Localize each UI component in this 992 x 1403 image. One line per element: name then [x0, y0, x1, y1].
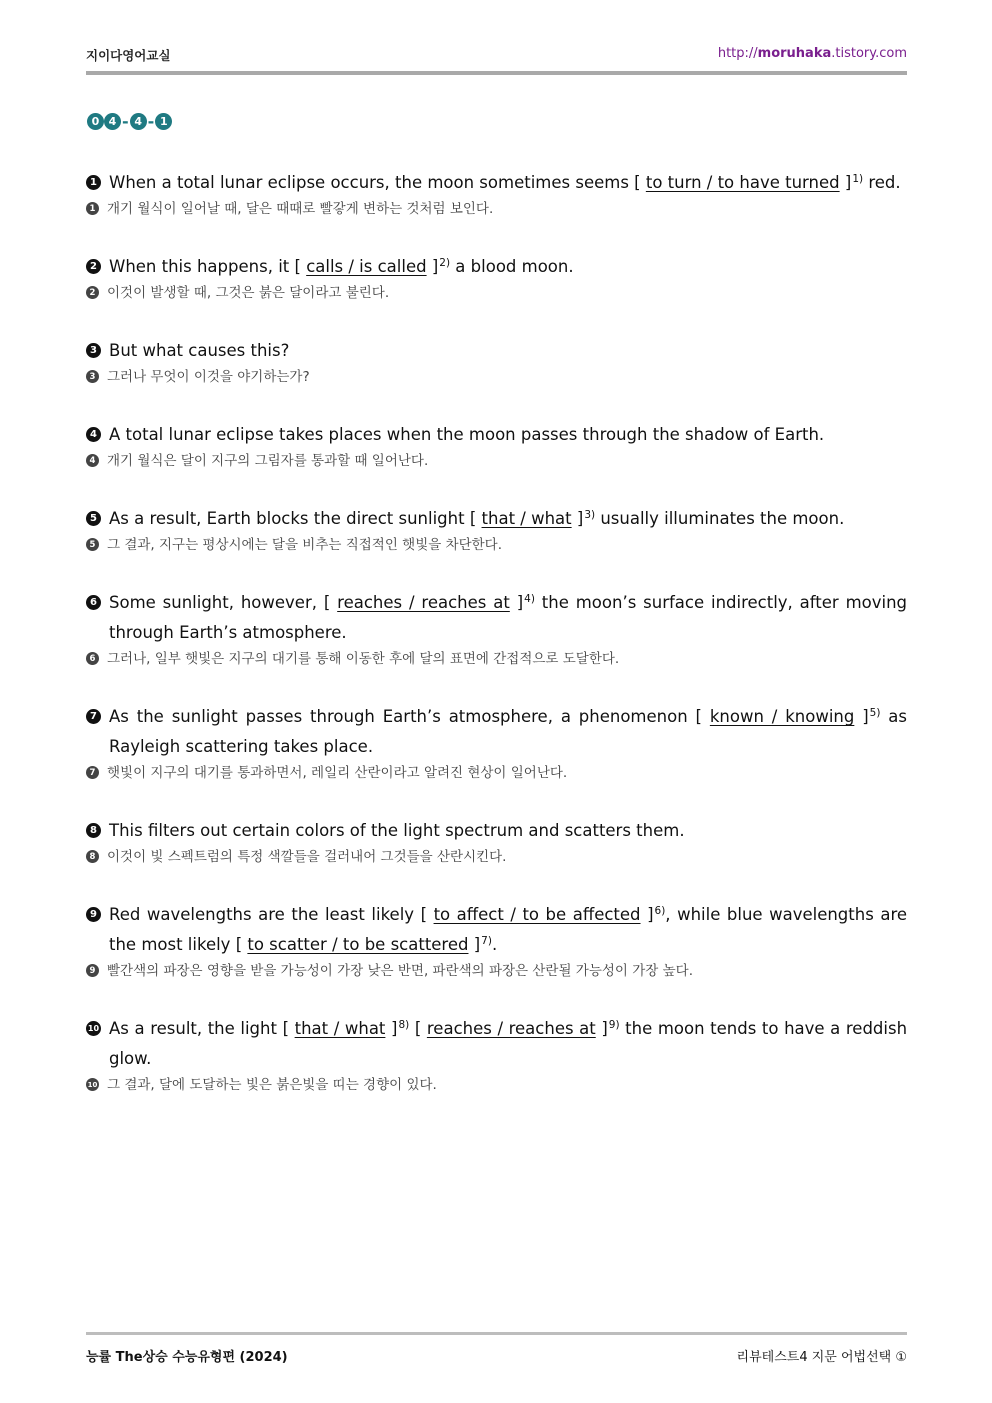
english-sentence: 7 As the sunlight passes through Earth’s atmosphere, a phenomenon [ known / knowing ]$^{5)}$ as Rayleigh scattering takes place.: [86, 702, 907, 762]
code-badge: 0: [87, 113, 104, 130]
english-sentence: 1 When a total lunar eclipse occurs, the moon sometimes seems [ to turn / to have turned ]$^{1)}$ red.: [86, 168, 907, 198]
korean-translation: 9 빨간색의 파장은 영향을 받을 가능성이 가장 낮은 반면, 파란색의 파장은 산란될 가능성이 가장 높다.: [86, 961, 907, 981]
english-sentence: 5 As a result, Earth blocks the direct sunlight [ that / what ]$^{3)}$ usually illuminates the moon.: [86, 504, 907, 534]
english-sentence: 2 When this happens, it [ calls / is called ]$^{2)}$ a blood moon.: [86, 252, 907, 282]
passage-code: [87, 111, 172, 131]
korean-translation: 6 그러나, 일부 햇빛은 지구의 대기를 통해 이동한 후에 달의 표면에 간접적으로 도달한다.: [86, 649, 907, 669]
page-header: [86, 44, 907, 66]
grammar-choice: [ calls / is called ]$^{2)}$: [294, 257, 451, 276]
header-title: 지이다영어교실: [86, 48, 171, 63]
translation-number: 8: [86, 850, 99, 863]
sentence-item: [86, 1014, 907, 1095]
sentence-number: 8: [86, 823, 101, 838]
sentence-item: [86, 336, 907, 387]
translation-number: 10: [86, 1078, 99, 1091]
english-sentence: 6 Some sunlight, however, [ reaches / reaches at ]$^{4)}$ the moon’s surface indirectly, after moving through Earth’s atmosphere.: [86, 588, 907, 648]
korean-translation: 3 그러나 무엇이 이것을 야기하는가?: [86, 367, 907, 387]
sentence-number: 9: [86, 907, 101, 922]
sentence-item: [86, 588, 907, 669]
grammar-choice: [ that / what ]$^{3)}$: [469, 509, 596, 528]
code-separator: -: [122, 111, 129, 131]
translation-number: 6: [86, 652, 99, 665]
korean-translation: 4 개기 월식은 달이 지구의 그림자를 통과할 때 일어난다.: [86, 451, 907, 471]
code-badge: 1: [155, 113, 172, 130]
page-footer: [86, 1346, 907, 1366]
footer-divider: [86, 1332, 907, 1335]
english-sentence: 9 Red wavelengths are the least likely [ to affect / to be affected ]$^{6)}$, while blue wavelengths are the most likely [ to scatter / to be scattered ]$^{7)}$.: [86, 900, 907, 960]
grammar-choice: [ to affect / to be affected ]$^{6)}$: [420, 905, 666, 924]
grammar-choice: [ reaches / reaches at ]$^{9)}$: [414, 1019, 620, 1038]
grammar-choice: [ reaches / reaches at ]$^{4)}$: [323, 593, 535, 612]
sentence-item: [86, 900, 907, 981]
header-divider: [86, 71, 907, 75]
grammar-choice: [ to scatter / to be scattered ]$^{7)}$: [235, 935, 492, 954]
translation-number: 2: [86, 286, 99, 299]
sentence-number: 5: [86, 511, 101, 526]
sentence-number: 3: [86, 343, 101, 358]
footer-book-title: 능률 The상승 수능유형편 (2024): [86, 1350, 288, 1365]
english-sentence: 8 This filters out certain colors of the light spectrum and scatters them.: [86, 816, 907, 846]
sentence-item: [86, 504, 907, 555]
translation-number: 5: [86, 538, 99, 551]
translation-number: 3: [86, 370, 99, 383]
footer-test-label: 리뷰테스트4 지문 어법선택 ①: [736, 1350, 907, 1365]
korean-translation: 2 이것이 발생할 때, 그것은 붉은 달이라고 불린다.: [86, 283, 907, 303]
translation-number: 4: [86, 454, 99, 467]
sentence-item: [86, 420, 907, 471]
code-separator: -: [147, 111, 155, 131]
sentence-item: [86, 252, 907, 303]
sentence-number: 1: [86, 175, 101, 190]
header-url-link[interactable]: http://moruhaka.tistory.com: [717, 46, 907, 61]
sentence-number: 2: [86, 259, 101, 274]
translation-number: 9: [86, 964, 99, 977]
code-badge: 4: [104, 113, 121, 130]
sentence-item: [86, 816, 907, 867]
korean-translation: 10 그 결과, 달에 도달하는 빛은 붉은빛을 띠는 경향이 있다.: [87, 1077, 437, 1093]
english-sentence: 10 As a result, the light [ that / what ]$^{8)}$ [ reaches / reaches at ]$^{9)}$ the moon tends to have a reddish glow.: [87, 1019, 908, 1068]
sentence-number: 10: [86, 1021, 101, 1036]
sentence-item: [86, 168, 907, 219]
sentence-number: 4: [86, 427, 101, 442]
english-sentence: 4 A total lunar eclipse takes places when the moon passes through the shadow of Earth.: [86, 420, 907, 450]
english-sentence: 3 But what causes this?: [86, 336, 907, 366]
translation-number: 7: [86, 766, 99, 779]
sentence-number: 6: [86, 595, 101, 610]
translation-number: 1: [86, 202, 99, 215]
sentence-number: 7: [86, 709, 101, 724]
grammar-choice: [ to turn / to have turned ]$^{1)}$: [634, 173, 864, 192]
korean-translation: 7 햇빛이 지구의 대기를 통과하면서, 레일리 산란이라고 알려진 현상이 일어난다.: [86, 763, 907, 783]
grammar-choice: [ that / what ]$^{8)}$: [282, 1019, 410, 1038]
korean-translation: 1 개기 월식이 일어날 때, 달은 때때로 빨갛게 변하는 것처럼 보인다.: [86, 199, 907, 219]
korean-translation: 8 이것이 빛 스펙트럼의 특정 색깔들을 걸러내어 그것들을 산란시킨다.: [86, 847, 907, 867]
sentence-item: [86, 702, 907, 783]
code-badge: 4: [130, 113, 147, 130]
korean-translation: 5 그 결과, 지구는 평상시에는 달을 비추는 직접적인 햇빛을 차단한다.: [86, 535, 907, 555]
grammar-choice: [ known / knowing ]$^{5)}$: [695, 707, 881, 726]
